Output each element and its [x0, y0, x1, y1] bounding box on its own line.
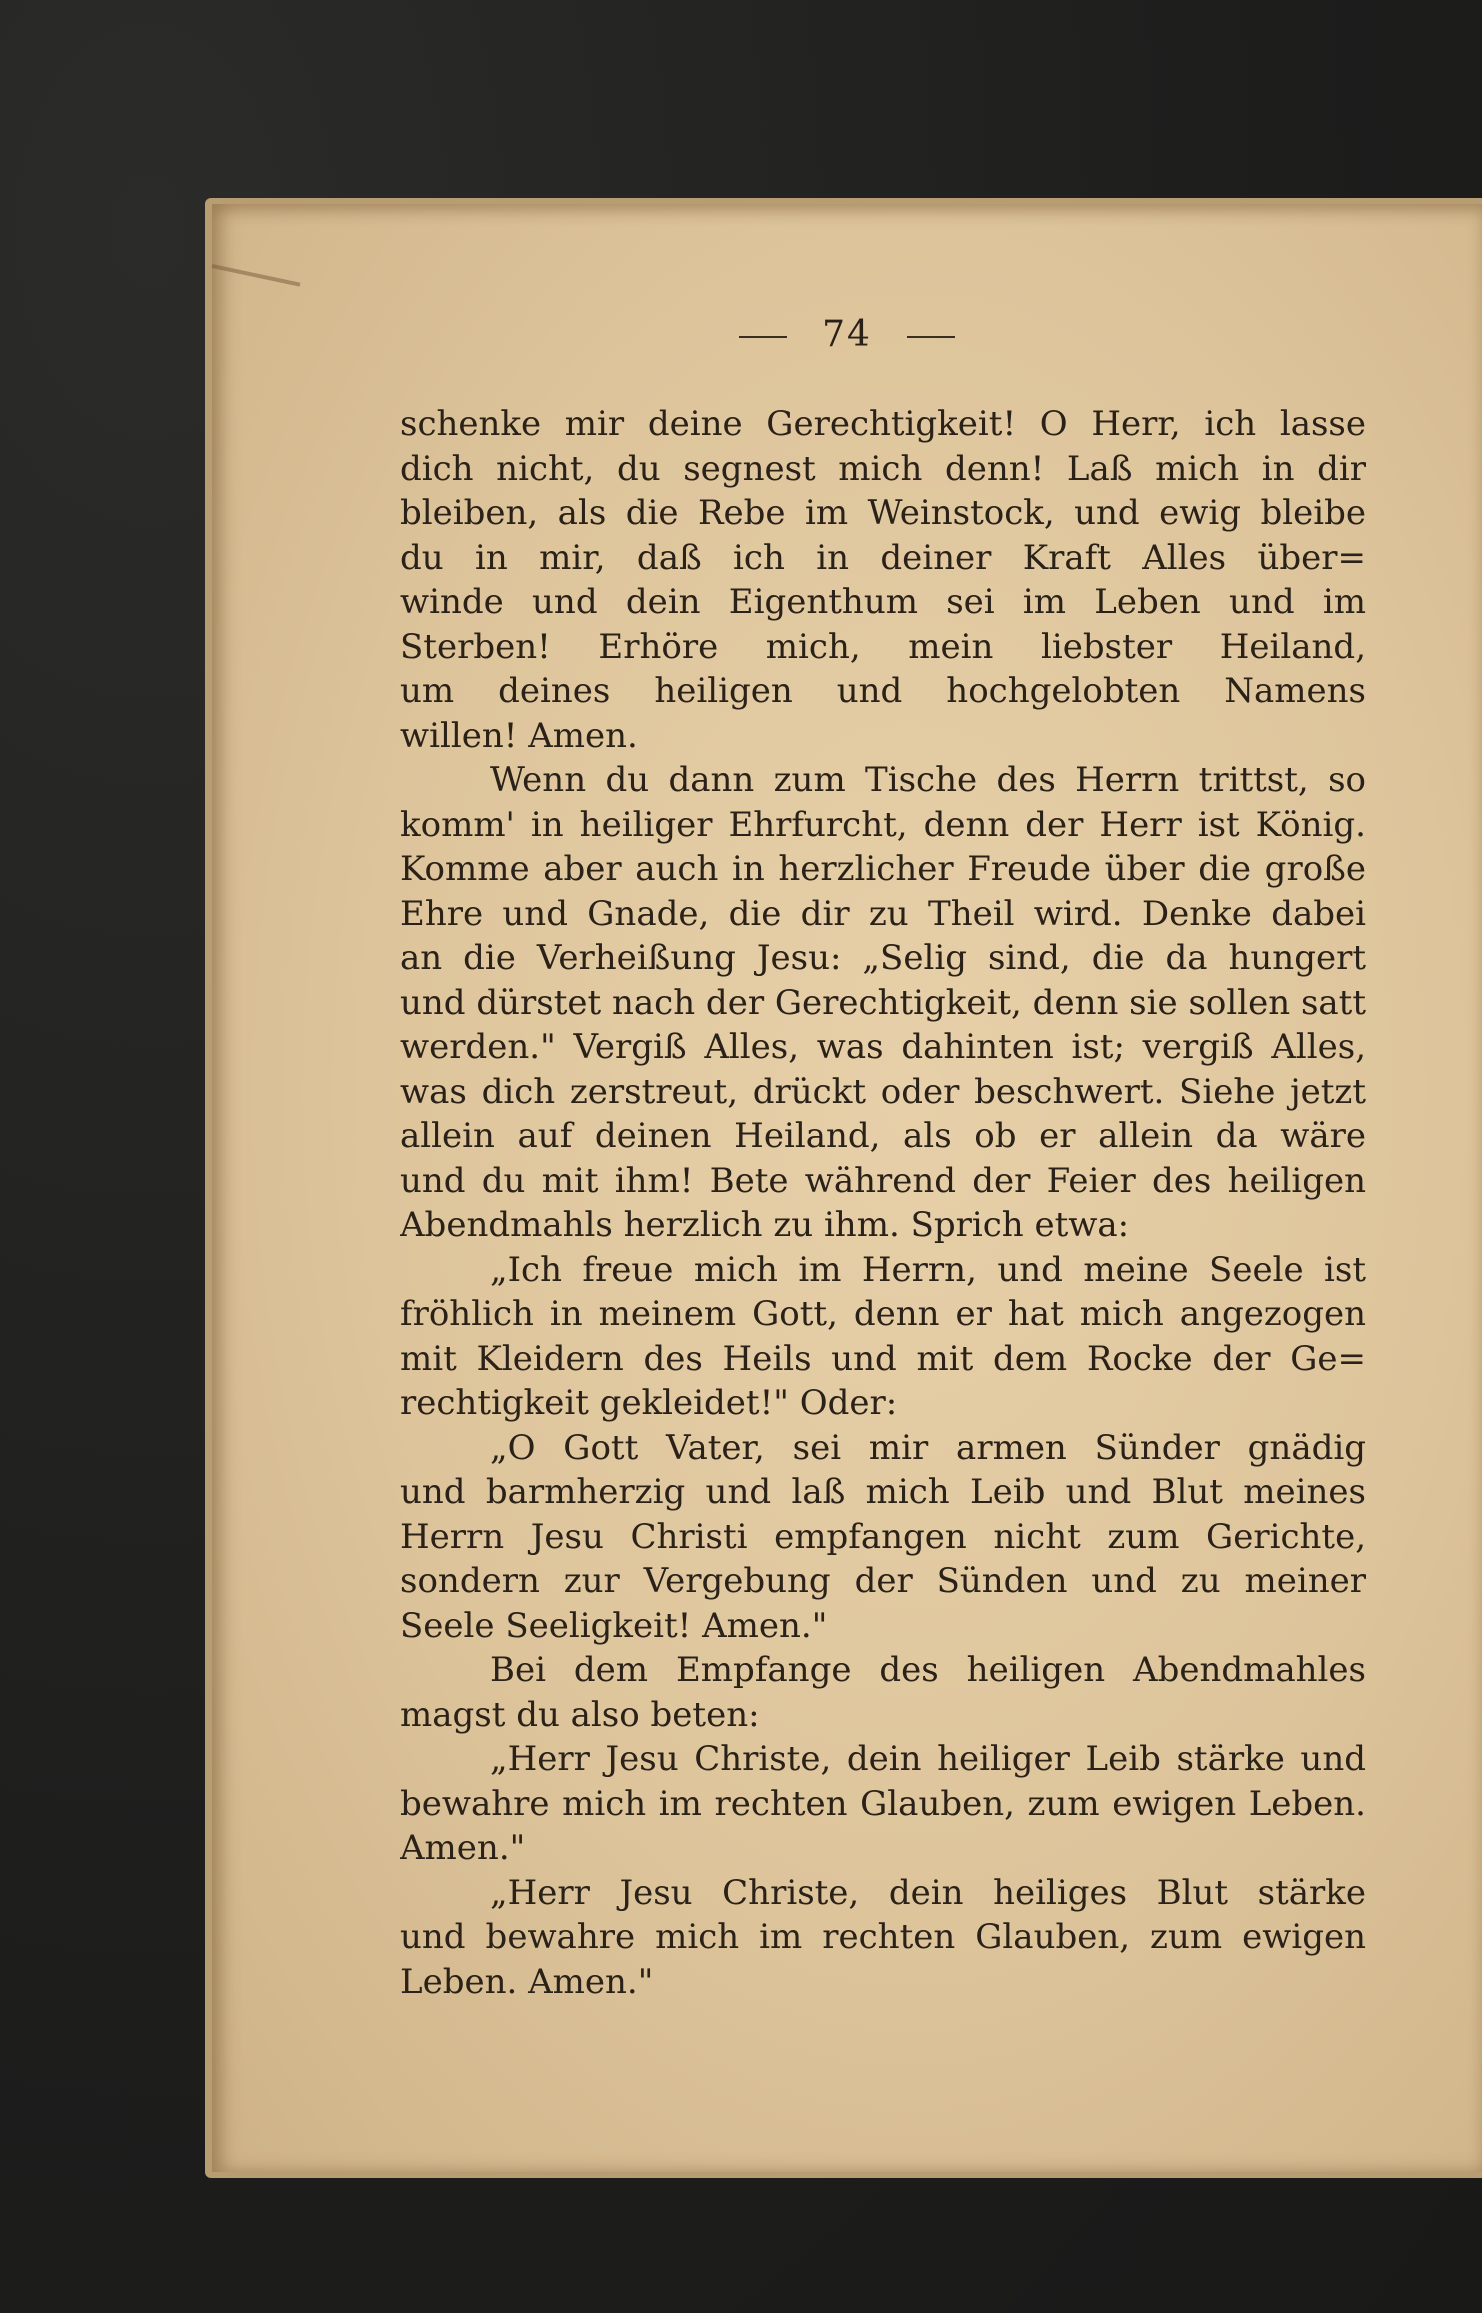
- text-line: fröhlich in meinem Gott, denn er hat mich angezogen: [400, 1294, 1366, 1334]
- body-text: [400, 402, 1366, 2004]
- text-line: schenke mir deine Gerechtigkeit! O Herr, ich lasse: [400, 404, 1366, 444]
- text-line: Wenn du dann zum Tische des Herrn trittst, so: [490, 760, 1366, 800]
- text-line: und barmherzig und laß mich Leib und Blut meines: [400, 1472, 1366, 1512]
- text-line: „O Gott Vater, sei mir armen Sünder gnädig: [490, 1427, 1366, 1468]
- text-line: Abendmahls herzlich zu ihm. Sprich etwa:: [400, 1205, 1130, 1245]
- dash-left: [739, 336, 787, 338]
- paragraph: [400, 1248, 1366, 1426]
- page-number: 74: [822, 314, 872, 355]
- text-line: Sterben! Erhöre mich, mein liebster Heiland,: [400, 626, 1366, 667]
- text-line: bewahre mich im rechten Glauben, zum ewigen Leben.: [400, 1783, 1366, 1824]
- page-fold-mark: [212, 264, 301, 287]
- text-line: um deines heiligen und hochgelobten Namens: [400, 671, 1366, 711]
- text-line: komm' in heiliger Ehrfurcht, denn der Herr ist König.: [400, 804, 1366, 845]
- text-line: allein auf deinen Heiland, als ob er allein da wäre: [400, 1116, 1366, 1156]
- text-line: Ehre und Gnade, die dir zu Theil wird. Denke dabei: [400, 893, 1366, 934]
- text-line: und dürstet nach der Gerechtigkeit, denn sie sollen satt: [400, 982, 1366, 1023]
- text-line: du in mir, daß ich in deiner Kraft Alles über=: [400, 537, 1366, 578]
- paragraph: [400, 1737, 1366, 1871]
- text-line: „Ich freue mich im Herrn, und meine Seele ist: [490, 1249, 1366, 1290]
- book-page: [212, 204, 1482, 2172]
- paragraph: [400, 1648, 1366, 1737]
- text-line: dich nicht, du segnest mich denn! Laß mich in dir: [400, 448, 1366, 489]
- text-line: magst du also beten:: [400, 1694, 760, 1735]
- text-line: Bei dem Empfange des heiligen Abendmahles: [490, 1650, 1366, 1690]
- text-line: und bewahre mich im rechten Glauben, zum ewigen: [400, 1917, 1366, 1957]
- text-line: Amen.": [400, 1828, 526, 1868]
- text-line: mit Kleidern des Heils und mit dem Rocke der Ge=: [400, 1338, 1366, 1379]
- text-line: willen! Amen.: [400, 715, 638, 756]
- text-line: „Herr Jesu Christe, dein heiliges Blut stärke: [490, 1872, 1366, 1913]
- text-line: „Herr Jesu Christe, dein heiliger Leib stärke und: [490, 1739, 1366, 1779]
- text-line: an die Verheißung Jesu: „Selig sind, die da hungert: [400, 938, 1366, 978]
- text-line: winde und dein Eigenthum sei im Leben und im: [400, 582, 1366, 622]
- text-line: bleiben, als die Rebe im Weinstock, und ewig bleibe: [400, 493, 1366, 533]
- paragraph: [400, 758, 1366, 1248]
- page-number-header: [212, 314, 1482, 355]
- dash-right: [907, 336, 955, 338]
- text-line: werden." Vergiß Alles, was dahinten ist; vergiß Alles,: [400, 1027, 1366, 1067]
- text-line: Seele Seeligkeit! Amen.": [400, 1605, 828, 1646]
- text-line: Leben. Amen.": [400, 1961, 654, 2002]
- text-line: rechtigkeit gekleidet!" Oder:: [400, 1383, 898, 1423]
- paragraph: [400, 402, 1366, 758]
- paragraph: [400, 1426, 1366, 1649]
- text-line: und du mit ihm! Bete während der Feier des heiligen: [400, 1160, 1366, 1201]
- text-line: sondern zur Vergebung der Sünden und zu meiner: [400, 1561, 1366, 1601]
- text-line: was dich zerstreut, drückt oder beschwert. Siehe jetzt: [400, 1071, 1366, 1112]
- paragraph: [400, 1871, 1366, 2005]
- text-line: Komme aber auch in herzlicher Freude über die große: [400, 849, 1366, 889]
- text-line: Herrn Jesu Christi empfangen nicht zum Gerichte,: [400, 1516, 1366, 1557]
